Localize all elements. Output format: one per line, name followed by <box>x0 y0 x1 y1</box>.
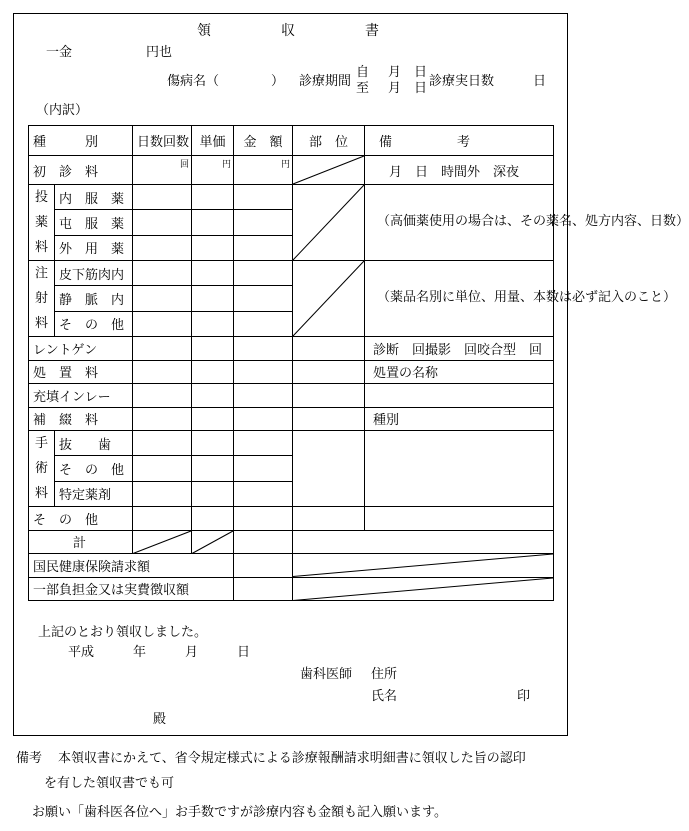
cell-naifuku-amount[interactable] <box>234 185 293 210</box>
cell-sonota3-days[interactable] <box>133 507 192 531</box>
drug-side-label: 投 薬 料 <box>29 185 55 261</box>
row-ichibu: 一部負担金又は実費徴収額 <box>29 577 234 601</box>
from-day: 日 <box>414 65 428 80</box>
cell-total-amount[interactable] <box>234 530 293 554</box>
remarks-label: 備考 <box>16 751 43 766</box>
row-naifuku: 内 服 薬 <box>55 185 133 210</box>
cell-sonota3-amount[interactable] <box>234 507 293 531</box>
dentist-label: 歯科医師 <box>300 667 353 682</box>
cell-surgery-site[interactable] <box>293 431 365 507</box>
cell-jomyaku-amount[interactable] <box>234 286 293 311</box>
cell-sonota2-price[interactable] <box>192 456 234 481</box>
row-shochi: 処 置 料 <box>29 360 133 384</box>
cell-sonota2-days[interactable] <box>133 456 192 481</box>
shochi-note: 処置の名称 <box>365 360 554 384</box>
from-label: 自 <box>356 65 370 80</box>
cell-hotetsu-price[interactable] <box>192 407 234 431</box>
row-juten: 充填インレー <box>29 384 133 408</box>
cell-shoshin-price[interactable]: 円 <box>192 156 234 185</box>
row-sonota-injection: そ の 他 <box>55 311 133 336</box>
cell-bashi-amount[interactable] <box>234 431 293 456</box>
cell-jomyaku-price[interactable] <box>192 286 234 311</box>
cell-shochi-days[interactable] <box>133 360 192 384</box>
date-line: 平成 年 月 日 <box>68 645 251 660</box>
cell-sonota2-amount[interactable] <box>234 456 293 481</box>
cell-bashi-price[interactable] <box>192 431 234 456</box>
cell-juten-remarks[interactable] <box>365 384 554 408</box>
header-unit-price: 単価 <box>192 126 234 156</box>
from-month: 月 <box>388 65 402 80</box>
row-tokutei: 特定薬剤 <box>55 481 133 506</box>
cell-gaiyo-price[interactable] <box>192 235 234 260</box>
row-jomyaku: 静 脈 内 <box>55 286 133 311</box>
to-day: 日 <box>414 81 428 96</box>
row-kokuho: 国民健康保険請求額 <box>29 554 234 578</box>
cell-jomyaku-days[interactable] <box>133 286 192 311</box>
cell-surgery-remarks[interactable] <box>365 431 554 507</box>
row-gaiyo: 外 用 薬 <box>55 235 133 260</box>
cell-xray-price[interactable] <box>192 337 234 361</box>
total-price-diagonal <box>192 530 234 554</box>
to-month: 月 <box>388 81 402 96</box>
row-sonota-other: そ の 他 <box>29 507 133 531</box>
ichibu-diagonal <box>293 577 554 601</box>
injection-site-diagonal <box>293 261 365 337</box>
cell-tonpuku-price[interactable] <box>192 210 234 235</box>
cell-shochi-price[interactable] <box>192 360 234 384</box>
row-total: 計 <box>29 530 133 554</box>
name-label: 氏名 <box>371 689 398 704</box>
row-bashi: 抜 歯 <box>55 431 133 456</box>
cell-gaiyo-days[interactable] <box>133 235 192 260</box>
surgery-side-label: 手 術 料 <box>29 431 55 507</box>
received-statement: 上記のとおり領収しました。 <box>38 625 208 640</box>
cell-shoshin-site-diagonal <box>293 156 365 185</box>
cell-hika-price[interactable] <box>192 261 234 286</box>
kokuho-diagonal <box>293 554 554 578</box>
cell-tonpuku-days[interactable] <box>133 210 192 235</box>
cell-shoshin-days[interactable]: 回 <box>133 156 192 185</box>
cell-sonota1-price[interactable] <box>192 311 234 336</box>
cell-hotetsu-site[interactable] <box>293 407 365 431</box>
remarks-line2: を有した領収書でも可 <box>44 776 175 791</box>
injection-note: （薬品名別に単位、用量、本数は必ず記入のこと） <box>365 261 554 337</box>
cell-juten-amount[interactable] <box>234 384 293 408</box>
cell-tokutei-amount[interactable] <box>234 481 293 506</box>
address-label: 住所 <box>371 667 398 682</box>
cell-tonpuku-amount[interactable] <box>234 210 293 235</box>
row-xray: レントゲン <box>29 337 133 361</box>
cell-juten-price[interactable] <box>192 384 234 408</box>
row-tonpuku: 屯 服 薬 <box>55 210 133 235</box>
header-type: 種 別 <box>29 126 133 156</box>
cell-naifuku-price[interactable] <box>192 185 234 210</box>
xray-note: 診断 回撮影 回咬合型 回 <box>365 337 554 361</box>
header-amount: 金 額 <box>234 126 293 156</box>
cell-total-blank <box>293 530 554 554</box>
cell-hotetsu-amount[interactable] <box>234 407 293 431</box>
to-label: 至 <box>356 81 370 96</box>
cell-sonota1-amount[interactable] <box>234 311 293 336</box>
receipt-table <box>28 125 689 601</box>
dono-label: 殿 <box>153 712 167 727</box>
row-shoshin: 初 診 料 <box>29 156 133 185</box>
cell-bashi-days[interactable] <box>133 431 192 456</box>
cell-hotetsu-days[interactable] <box>133 407 192 431</box>
cell-juten-days[interactable] <box>133 384 192 408</box>
cell-sonota3-remarks[interactable] <box>365 507 554 531</box>
shoshin-note: 月 日 時間外 深夜 <box>365 156 554 185</box>
cell-kokuho-amount[interactable] <box>234 554 293 578</box>
seal-label: 印 <box>517 689 531 704</box>
cell-sonota3-site[interactable] <box>293 507 365 531</box>
cell-tokutei-days[interactable] <box>133 481 192 506</box>
cell-xray-days[interactable] <box>133 337 192 361</box>
cell-sonota1-days[interactable] <box>133 311 192 336</box>
row-sonota-surgery: そ の 他 <box>55 456 133 481</box>
remarks-line1: 本領収書にかえて、省令規定様式による診療報酬請求明細書に領収した旨の認印 <box>58 751 526 766</box>
cell-hika-amount[interactable] <box>234 261 293 286</box>
drug-site-diagonal <box>293 185 365 261</box>
cell-ichibu-amount[interactable] <box>234 577 293 601</box>
cell-tokutei-price[interactable] <box>192 481 234 506</box>
receipt-title: 領 収 書 <box>197 23 379 39</box>
disease-label: 傷病名（ ） <box>167 74 285 89</box>
actual-days-label: 診療実日数 <box>429 74 495 89</box>
yen-label: 円也 <box>146 45 173 60</box>
request-line: お願い「歯科医各位へ」お手数ですが診療内容も金額も記入願います。 <box>32 805 447 820</box>
header-site: 部 位 <box>293 126 365 156</box>
cell-xray-site[interactable] <box>293 337 365 361</box>
header-remarks: 備 考 <box>365 126 554 156</box>
hotetsu-note: 種別 <box>365 407 554 431</box>
drug-note: （高価薬使用の場合は、その薬名、処方内容、日数） <box>365 185 554 261</box>
row-hika: 皮下筋肉内 <box>55 261 133 286</box>
header-days: 日数回数 <box>133 126 192 156</box>
cell-juten-site[interactable] <box>293 384 365 408</box>
total-days-diagonal <box>133 530 192 554</box>
cell-shoshin-amount[interactable]: 円 <box>234 156 293 185</box>
amount-label: 一金 <box>46 45 73 60</box>
cell-naifuku-days[interactable] <box>133 185 192 210</box>
cell-xray-amount[interactable] <box>234 337 293 361</box>
cell-shochi-site[interactable] <box>293 360 365 384</box>
cell-sonota3-price[interactable] <box>192 507 234 531</box>
injection-side-label: 注 射 料 <box>29 261 55 337</box>
period-label: 診療期間 <box>299 74 352 89</box>
breakdown-label: （内訳） <box>36 103 89 118</box>
cell-gaiyo-amount[interactable] <box>234 235 293 260</box>
row-hotetsu: 補 綴 料 <box>29 407 133 431</box>
cell-hika-days[interactable] <box>133 261 192 286</box>
cell-shochi-amount[interactable] <box>234 360 293 384</box>
actual-days-unit: 日 <box>533 74 547 89</box>
